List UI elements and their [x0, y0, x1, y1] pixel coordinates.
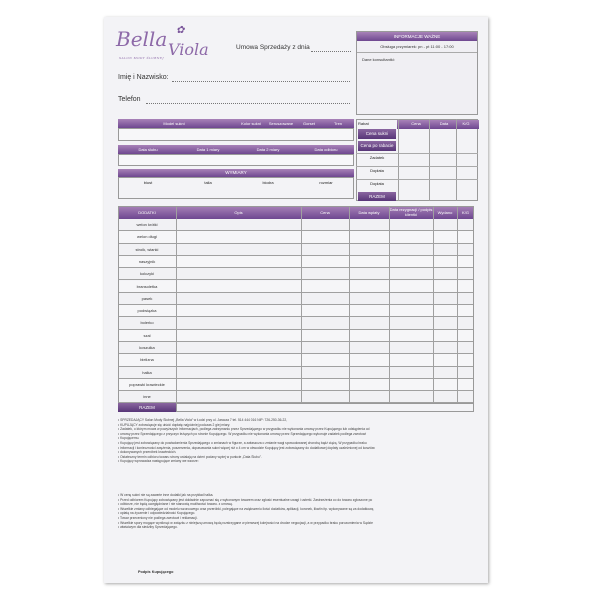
- name-field[interactable]: [172, 81, 350, 82]
- addon-label: kolczyki: [139, 271, 154, 277]
- terms-line: • Zadatek, o którym mowa w powyższych informacjach, podlega zatrzymaniu przez Sprzedającego w przypadku nie wykonania umowy przez Kupującego lub odstąpienia od: [118, 427, 370, 432]
- addon-label: poprawki krawieckie: [129, 381, 165, 387]
- addon-label: welon długi: [136, 234, 157, 240]
- info-box: [356, 31, 478, 115]
- addons-total-label: RAZEM: [118, 403, 176, 412]
- addon-label: bielizna: [140, 357, 154, 363]
- logo: [116, 25, 209, 67]
- col-pickup-date: Data odbioru: [314, 147, 338, 152]
- col-price: Cena: [411, 121, 421, 126]
- addons-table-border: [118, 206, 474, 404]
- col-addon-price: Cena: [320, 210, 330, 215]
- price-row-line-3: [356, 179, 478, 180]
- contract-form: [104, 17, 488, 583]
- surcharge-1-label: Dopłata: [370, 168, 384, 173]
- price-row-line-1: [356, 153, 478, 154]
- addon-label: halka: [142, 369, 152, 375]
- col-train: Tren: [333, 121, 343, 126]
- deposit-label: Zadatek: [369, 155, 385, 160]
- col-description: Opis: [234, 210, 243, 215]
- logo-text-bella: Bella: [116, 27, 168, 51]
- col-issued: Wydano: [437, 210, 453, 215]
- addon-label: welon krótki: [136, 222, 158, 227]
- col-second-fitting: Data 2 miary: [256, 147, 280, 152]
- col-date: Data: [439, 121, 449, 126]
- price-divider-1: [398, 119, 399, 201]
- terms-line: • Wszelkie zmiany odbiegające od modelu wzorcowego oraz przeróbki, polegające na zwiększeniu ilości dodatków, aplikacji, koronek, likwiin itp. wykonywane są za dodatkową: [118, 506, 374, 511]
- terms-line: • KUPUJĄCY zobowiązuje się uiścić dopłatę najpóźniej podczas 2 giej miary.: [118, 422, 231, 427]
- terms-line: • odbiorze, nie będą uwzględniane i nie stanowią możliwości towaru. z umową.: [118, 502, 233, 507]
- name-label: Imię i Nazwisko:: [118, 74, 169, 81]
- phone-field[interactable]: [146, 103, 350, 104]
- col-waist: talia: [204, 180, 212, 185]
- terms-line: • Towar przeceniony nie podlega zwrotowi i reklamacji.: [118, 515, 198, 520]
- terms-block-1: [118, 418, 474, 464]
- col-seams: Seruszowane: [268, 121, 294, 126]
- contract-title: Umowa Sprzedaży z dnia: [236, 44, 310, 51]
- terms-line: • opłatą na życzenie i odpowiedzialność Kupującego.: [118, 511, 196, 516]
- col-cancel-date: Data rezygnacji / podpis klientki: [389, 208, 433, 217]
- terms-line: • Kupującemu.: [118, 436, 140, 441]
- addon-label: podwiązka: [137, 308, 157, 314]
- addon-label: inne: [143, 394, 151, 400]
- addon-label: bolerko: [140, 320, 154, 326]
- addon-label: koszulka: [139, 345, 155, 350]
- terms-line: • Kupujący wprowadza następujące zmiany we wzorze:: [118, 459, 199, 464]
- logo-text-viola: Viola: [168, 40, 209, 59]
- addon-label: szal: [143, 332, 151, 338]
- price-total-label: RAZEM: [358, 192, 396, 201]
- terms-line: • Wszelkie spory mogące wyniknąć w związku z niniejszą umową będą rozstrzygane w pierwszej kolejności na drodze negocjacji, a w przypadku braku porozumienia w Sądzie: [118, 520, 373, 525]
- hours-text: Obsługa przymiarek: pn - pt 11:00 - 17:00: [357, 44, 477, 53]
- col-corset: Gorset: [302, 121, 315, 126]
- col-addon-kg: K/G: [462, 210, 469, 215]
- price-divider-2: [429, 119, 430, 201]
- discounted-price-label: Cena po rabacie: [358, 141, 396, 151]
- col-wedding-date: Data ślubu: [138, 147, 158, 152]
- addons-total-row: [176, 403, 474, 412]
- terms-line: • Ostateczny termin odbioru towaru strony ustalają na dzień podany wyżej w punkcie „Data Ślubu”.: [118, 454, 262, 459]
- surcharge-2-label: Dopłata: [370, 181, 384, 186]
- terms-line: • dokonywanych przeróbek krawieckich.: [118, 450, 177, 455]
- price-divider-3: [456, 119, 457, 201]
- col-addons: DODATKI: [138, 210, 156, 215]
- col-discount: Rabat: [358, 121, 369, 126]
- info-box-title: INFORMACJE WAŻNE: [357, 32, 477, 41]
- price-row-line-2: [356, 166, 478, 167]
- addon-label: naszyjnik: [138, 258, 156, 264]
- addon-label: pasek: [141, 295, 153, 301]
- phone-label: Telefon: [118, 96, 141, 103]
- dates-row[interactable]: [118, 154, 354, 166]
- col-hips: biodra: [262, 180, 274, 185]
- col-size: rozmiar: [319, 180, 333, 185]
- col-kg: K/G: [462, 121, 470, 126]
- terms-line: • Kupujący jest zobowiązany do powiadomienia Sprzedającego o zmianach w figurze, a zwłaszcza o zmianie wagi spowodowanej chorobą bądź ciążą. W przypadku braku: [118, 440, 367, 445]
- terms-line: • umowy przez Sprzedającego z przyczyn leżących po stronie Kupującego. W przypadku nie wykonania umowy przez Sprzedającego wykonuje zadatek podlega zwrotowi: [118, 431, 366, 436]
- col-bust: biust: [143, 180, 153, 185]
- dress-price-label: Cena sukni: [358, 129, 396, 139]
- col-color: Kolor sukni: [241, 121, 261, 126]
- logo-tagline: SALON MODY ŚLUBNEJ: [119, 56, 164, 60]
- measurements-title: WYMIARY: [118, 169, 354, 177]
- terms-line: • SPRZEDAJĄCY Salon Mody Ślubnej „Bella Viola” w Łodzi przy ul. Jaracza 7 tel. 514 444 016 NIP: 726-250-36-22,: [118, 418, 288, 422]
- terms-line: • W cenę sukni nie są zawarte inne dodatki jak na przykład halka.: [118, 493, 214, 497]
- terms-line: • informacji i konieczności zwężenia, poszerzenia, dopasowania sukni więcej niż o 4 cm w obwodzie Kupujący jest zobowiązany do dodatkowej dopłaty uzależnionej od kosztów: [118, 445, 375, 450]
- col-payment-date: Data wpłaty: [358, 210, 380, 215]
- model-row[interactable]: [118, 128, 354, 141]
- flower-icon: ✿: [176, 25, 185, 36]
- consultant-label: Dane konsultantki:: [362, 57, 395, 62]
- signature-label: Podpis Kupującego: [138, 570, 174, 574]
- terms-block-2: [118, 493, 474, 530]
- date-field[interactable]: [311, 51, 351, 52]
- terms-line: • Przed odbiorem Kupujący zobowiązany jest dokładnie zapoznać się z wykonanym towarem oraz zgłosić ewentualne uwagi i usterki. Zastrzeżenia co do towaru zgłoszone po: [118, 497, 373, 502]
- addon-label: bransoletka: [136, 283, 158, 289]
- terms-line: • właściwym dla siedziby Sprzedającego.: [118, 525, 178, 530]
- col-first-fitting: Data 1 miary: [196, 147, 220, 152]
- col-model: Model sukni: [163, 121, 185, 126]
- addon-label: stroik, wianki: [135, 246, 159, 252]
